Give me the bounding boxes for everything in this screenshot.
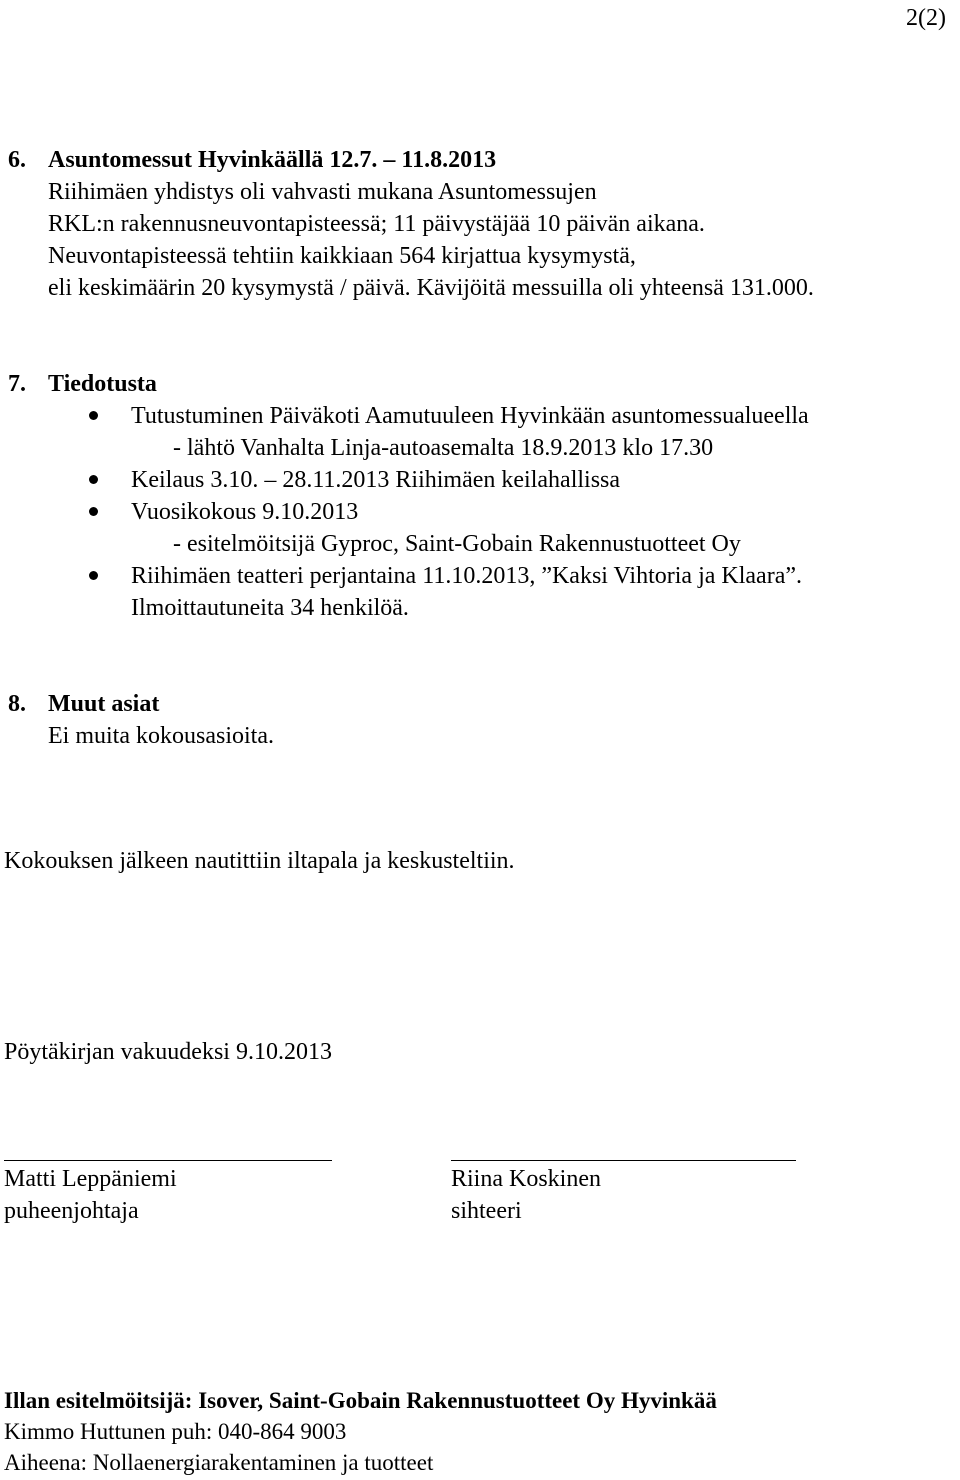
section-6-line: eli keskimäärin 20 kysymystä / päivä. Kävijöitä messuilla oli yhteensä 131.000.: [48, 275, 814, 301]
bullet-icon: [89, 411, 98, 420]
bullet-icon: [89, 571, 98, 580]
signature-name: Riina Koskinen: [451, 1166, 601, 1192]
section-6-line: Neuvontapisteessä tehtiin kaikkiaan 564 kirjattua kysymystä,: [48, 243, 636, 269]
list-item-sub: - esitelmöitsijä Gyproc, Saint-Gobain Rakennustuotteet Oy: [173, 531, 741, 557]
list-item: Keilaus 3.10. – 28.11.2013 Riihimäen keilahallissa: [131, 467, 621, 493]
signature-role: sihteeri: [451, 1198, 522, 1224]
signature-line: [4, 1160, 332, 1161]
section-8-text: Ei muita kokousasioita.: [48, 723, 274, 749]
footer-title: Illan esitelmöitsijä: Isover, Saint-Gobain Rakennustuotteet Oy Hyvinkää: [4, 1388, 717, 1413]
signature-role: puheenjohtaja: [4, 1198, 139, 1224]
footer-contact: Kimmo Huttunen puh: 040-864 9003: [4, 1419, 347, 1444]
section-7-number: 7.: [8, 371, 26, 397]
list-item-sub: Ilmoittautuneita 34 henkilöä.: [131, 595, 409, 621]
bullet-icon: [89, 507, 98, 516]
section-8-number: 8.: [8, 691, 26, 717]
section-8-title: Muut asiat: [48, 691, 160, 717]
list-item: Riihimäen teatteri perjantaina 11.10.2013, ”Kaksi Vihtoria ja Klaara”.: [131, 563, 802, 589]
closing-text: Kokouksen jälkeen nautittiin iltapala ja keskusteltiin.: [4, 848, 515, 874]
signature-name: Matti Leppäniemi: [4, 1166, 177, 1192]
section-7-title: Tiedotusta: [48, 371, 157, 397]
section-6-number: 6.: [8, 147, 26, 173]
list-item: Vuosikokous 9.10.2013: [131, 499, 359, 525]
bullet-icon: [89, 475, 98, 484]
section-6-title: Asuntomessut Hyvinkäällä 12.7. – 11.8.2013: [48, 147, 497, 173]
signature-line: [451, 1160, 796, 1161]
footer-topic: Aiheena: Nollaenergiarakentaminen ja tuotteet: [4, 1450, 434, 1475]
section-6-line: Riihimäen yhdistys oli vahvasti mukana Asuntomessujen: [48, 179, 597, 205]
verification-text: Pöytäkirjan vakuudeksi 9.10.2013: [4, 1039, 332, 1065]
list-item-sub: - lähtö Vanhalta Linja-autoasemalta 18.9.2013 klo 17.30: [173, 435, 714, 461]
list-item: Tutustuminen Päiväkoti Aamutuuleen Hyvinkään asuntomessualueella: [131, 403, 809, 429]
section-6-line: RKL:n rakennusneuvontapisteessä; 11 päivystäjää 10 päivän aikana.: [48, 211, 705, 237]
page-number: 2(2): [906, 5, 946, 31]
